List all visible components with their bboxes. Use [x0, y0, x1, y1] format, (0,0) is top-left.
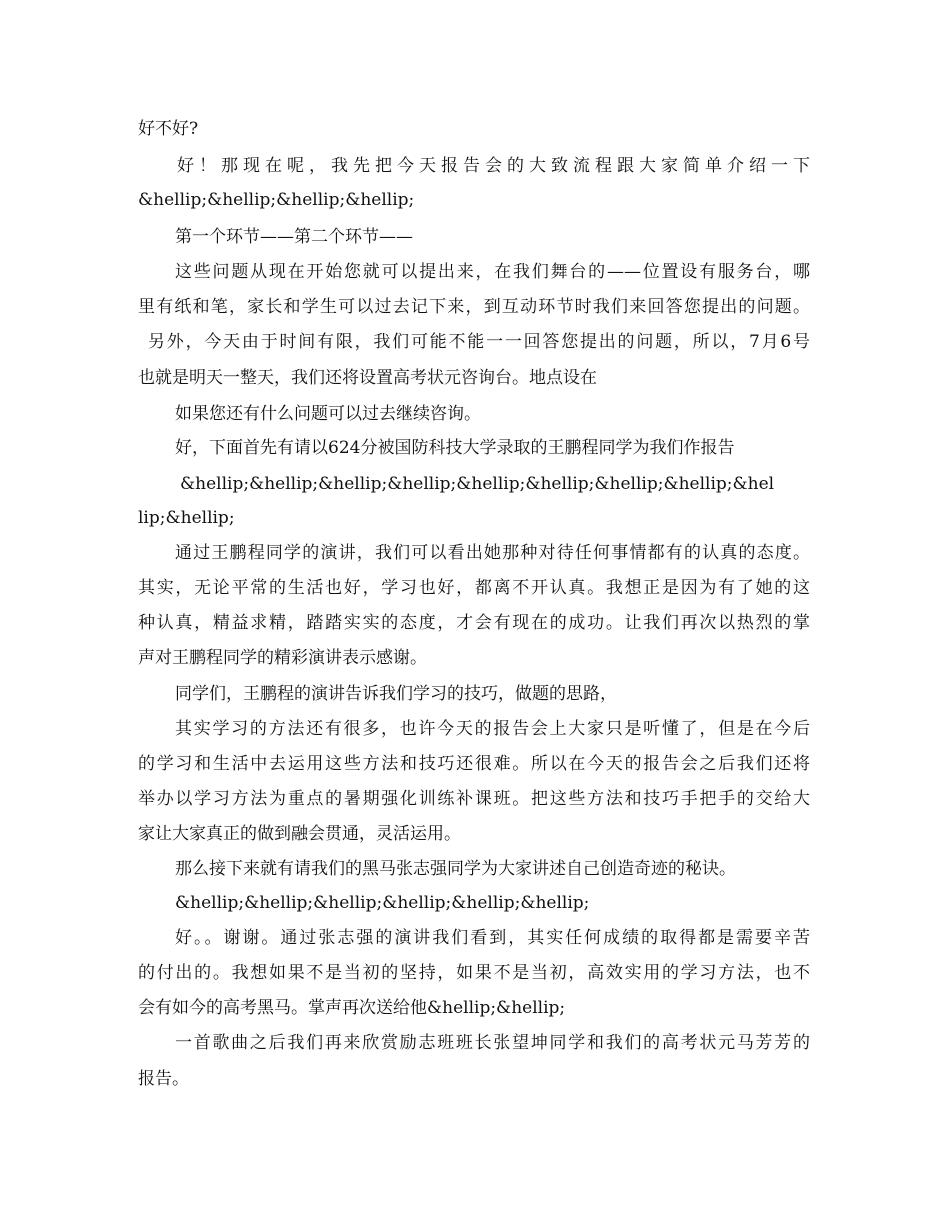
text-line: 另外，今天由于时间有限，我们可能不能一一回答您提出的问题，所以，7月6号 — [148, 332, 810, 352]
text-line: 会有如今的高考黑马。掌声再次送给他&hellip;&hellip; — [138, 998, 566, 1018]
text-line: &hellip;&hellip;&hellip;&hellip;&hellip;&hellip;&hellip;&hellip;&hel — [180, 474, 775, 494]
text-line: 同学们，王鹏程的演讲告诉我们学习的技巧，做题的思路， — [175, 684, 617, 704]
text-line: 声对王鹏程同学的精彩演讲表示感谢。 — [138, 648, 427, 668]
text-line: lip;&hellip; — [138, 508, 235, 528]
text-line: 这些问题从现在开始您就可以提出来，在我们舞台的——位置设有服务台，哪 — [175, 262, 810, 282]
text-line: 里有纸和笔，家长和学生可以过去记下来，到互动环节时我们来回答您提出的问题。 — [138, 297, 810, 317]
text-line: 报告。 — [138, 1069, 189, 1089]
text-line: &hellip;&hellip;&hellip;&hellip;&hellip;&hellip; — [175, 893, 590, 913]
text-line: 其实学习的方法还有很多，也许今天的报告会上大家只是听懂了，但是在今后 — [175, 719, 810, 739]
text-line: 那么接下来就有请我们的黑马张志强同学为大家讲述自己创造奇迹的秘诀。 — [175, 859, 736, 879]
text-line: 举办以学习方法为重点的暑期强化训练补课班。把这些方法和技巧手把手的交给大 — [138, 789, 810, 809]
text-line: 好！那现在呢，我先把今天报告会的大致流程跟大家简单介绍一下 — [177, 156, 810, 176]
text-line: 好，下面首先有请以624分被国防科技大学录取的王鹏程同学为我们作报告 — [175, 438, 735, 458]
text-line: &hellip;&hellip;&hellip;&hellip; — [138, 190, 415, 210]
text-line: 也就是明天一整天，我们还将设置高考状元咨询台。地点设在 — [138, 368, 597, 388]
text-line: 好不好? — [138, 119, 199, 139]
text-line: 的学习和生活中去运用这些方法和技巧还很难。所以在今天的报告会之后我们还将 — [138, 754, 810, 774]
text-line: 通过王鹏程同学的演讲，我们可以看出她那种对待任何事情都有的认真的态度。 — [175, 543, 810, 563]
text-line: 家让大家真正的做到融会贯通，灵活运用。 — [138, 824, 461, 844]
text-line: 好。。谢谢。通过张志强的演讲我们看到，其实任何成绩的取得都是需要辛苦 — [175, 928, 810, 948]
text-line: 如果您还有什么问题可以过去继续咨询。 — [175, 404, 481, 424]
text-line: 一首歌曲之后我们再来欣赏励志班班长张望坤同学和我们的高考状元马芳芳的 — [175, 1033, 810, 1053]
text-line: 第一个环节——第二个环节—— — [175, 227, 413, 247]
text-line: 的付出的。我想如果不是当初的坚持，如果不是当初，高效实用的学习方法，也不 — [138, 963, 810, 983]
text-line: 其实，无论平常的生活也好，学习也好，都离不开认真。我想正是因为有了她的这 — [138, 578, 810, 598]
text-line: 种认真，精益求精，踏踏实实的态度，才会有现在的成功。让我们再次以热烈的掌 — [138, 613, 810, 633]
